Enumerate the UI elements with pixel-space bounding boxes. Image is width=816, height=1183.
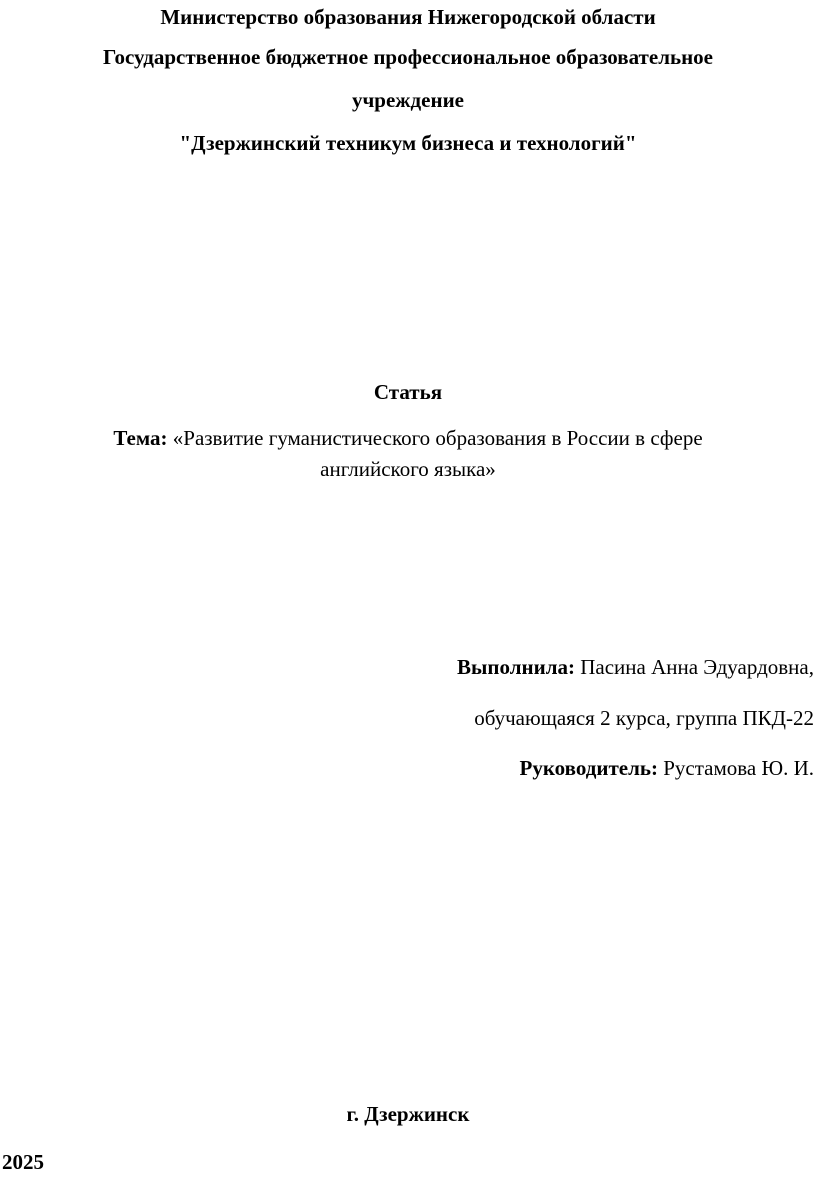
topic-label: Тема:: [113, 426, 168, 450]
topic-text-line1: «Развитие гуманистического образования в России в сфере: [167, 426, 703, 450]
performed-name: Пасина Анна Эдуардовна,: [574, 655, 814, 679]
supervisor-label: Руководитель:: [519, 756, 658, 780]
ministry-heading: Министерство образования Нижегородской области: [160, 5, 656, 29]
institution-name: "Дзержинский техникум бизнеса и технологий": [179, 131, 637, 155]
supervisor-name: Рустамова Ю. И.: [657, 756, 814, 780]
supervisor: [520, 755, 814, 781]
student-info: обучающаяся 2 курса, группа ПКД-22: [474, 706, 814, 730]
topic-line1: [0, 425, 816, 451]
document-type: Статья: [373, 380, 443, 404]
year: 2025: [2, 1150, 44, 1174]
city: г. Дзержинск: [346, 1102, 470, 1126]
performed-label: Выполнила:: [456, 655, 575, 679]
topic-line2: английского языка»: [320, 457, 496, 481]
institution-heading-line2: учреждение: [351, 88, 465, 112]
institution-heading-line1: Государственное бюджетное профессиональное образовательное: [102, 45, 713, 69]
performed-by: [457, 654, 814, 680]
